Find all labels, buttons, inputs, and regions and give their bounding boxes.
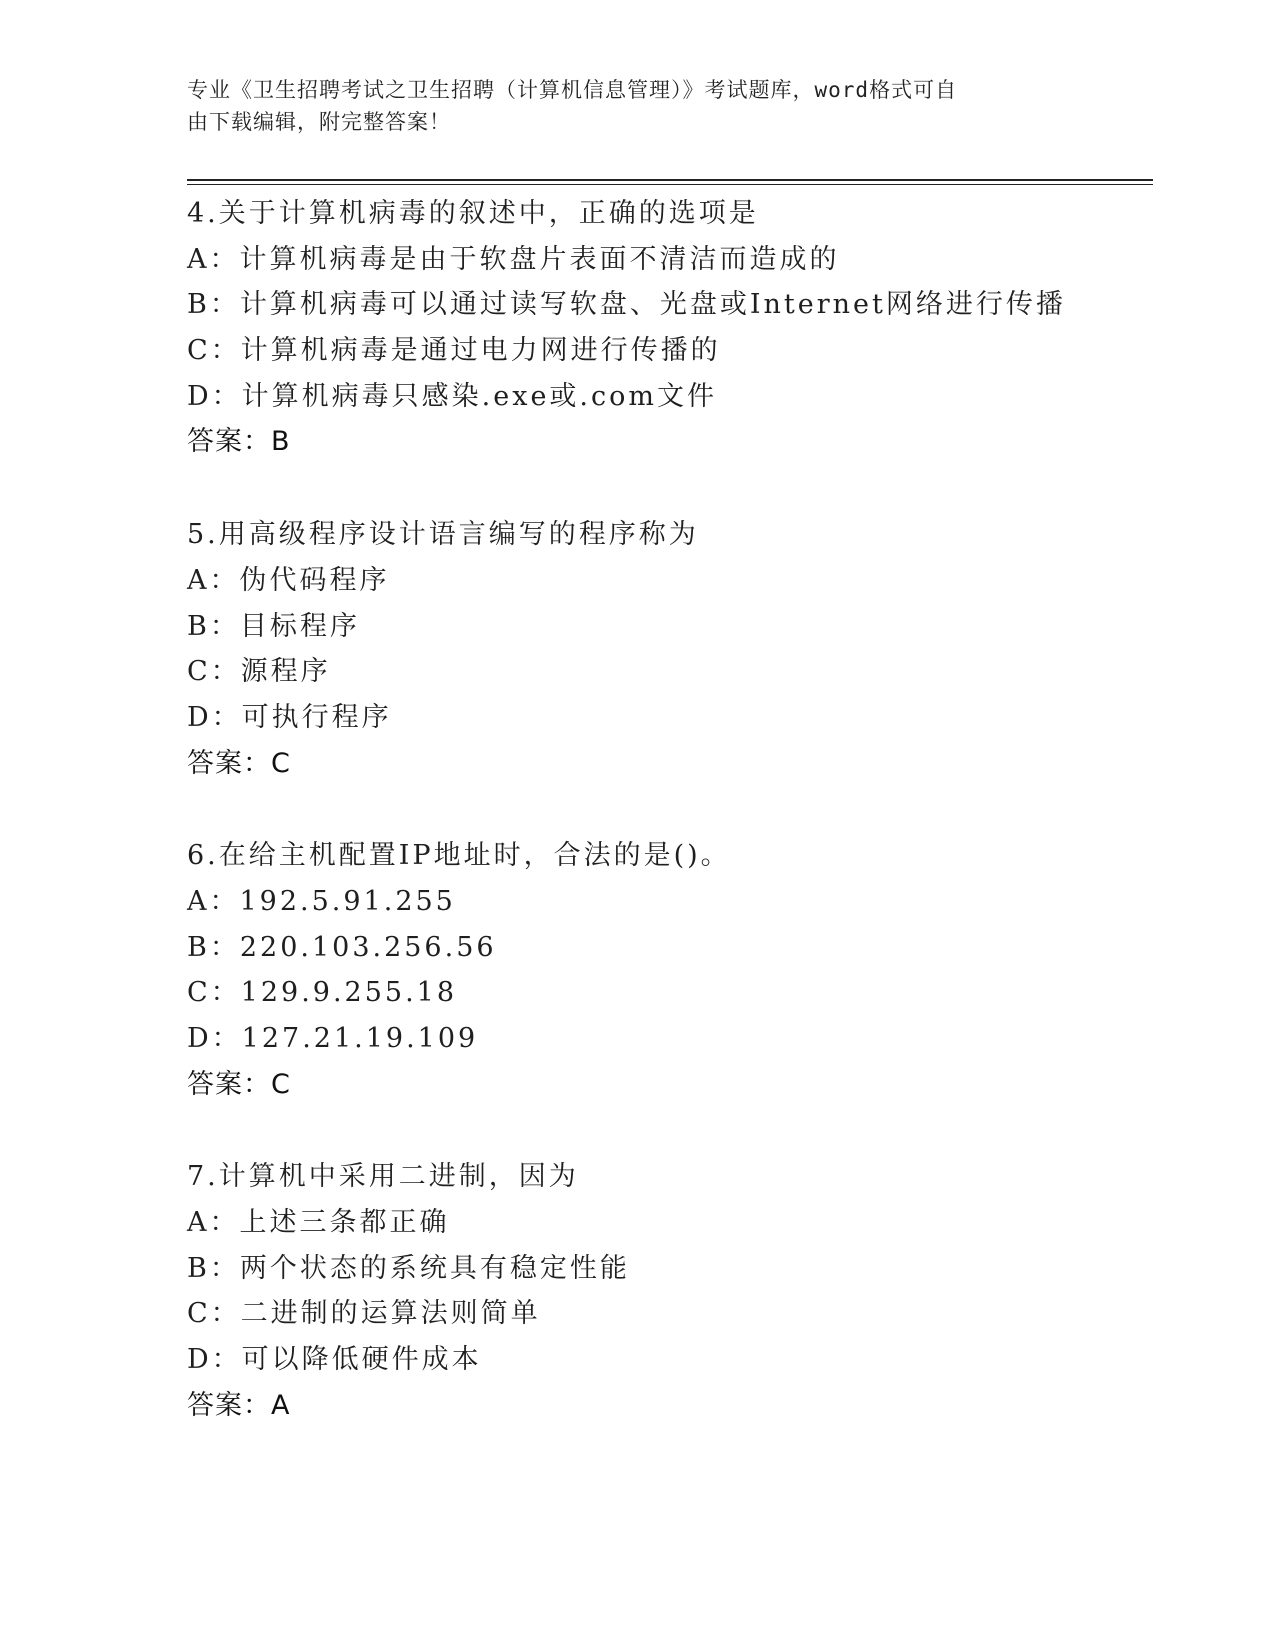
question-7 <box>187 1154 1147 1428</box>
option-key: A： <box>187 564 240 596</box>
question-list <box>187 191 1147 1476</box>
option-key: D： <box>187 380 242 412</box>
option-key: A： <box>187 243 240 275</box>
option-c <box>187 328 1147 374</box>
option-key: D： <box>187 1023 242 1054</box>
option-d <box>187 1016 1147 1062</box>
option-text: 计算机病毒可以通过读写软盘、光盘或Internet网络进行传播 <box>239 289 1066 321</box>
option-key: B： <box>187 289 240 321</box>
option-key: D： <box>187 701 242 733</box>
option-key: B： <box>187 931 240 963</box>
option-c <box>187 649 1147 695</box>
option-b <box>187 925 1147 971</box>
option-b <box>187 282 1147 328</box>
option-text: 可执行程序 <box>241 701 392 733</box>
option-key: A： <box>187 885 240 917</box>
option-d <box>187 695 1147 741</box>
option-text: 二进制的运算法则简单 <box>240 1298 541 1330</box>
option-a <box>187 558 1147 604</box>
option-a <box>187 879 1147 925</box>
option-text: 上述三条都正确 <box>239 1207 450 1239</box>
option-text: 伪代码程序 <box>239 564 390 596</box>
header-divider-thick <box>187 179 1153 181</box>
option-d <box>187 1337 1147 1383</box>
option-a <box>187 1200 1147 1246</box>
option-d <box>187 374 1147 420</box>
option-text: 192.5.91.255 <box>239 885 456 917</box>
option-text: 可以降低硬件成本 <box>241 1344 482 1376</box>
question-stem: 4.关于计算机病毒的叙述中，正确的选项是 <box>187 198 759 229</box>
option-text: 两个状态的系统具有稳定性能 <box>239 1252 630 1284</box>
question-stem: 7.计算机中采用二进制，因为 <box>187 1161 579 1193</box>
option-b <box>187 604 1147 650</box>
option-text: 220.103.256.56 <box>239 931 497 963</box>
option-b <box>187 1246 1147 1292</box>
answer: 答案：A <box>187 1389 291 1421</box>
document-header <box>187 74 1067 138</box>
option-key: D： <box>187 1344 242 1376</box>
option-a <box>187 237 1147 283</box>
option-text: 129.9.255.18 <box>240 977 458 1009</box>
option-key: C： <box>187 335 241 367</box>
option-text: 源程序 <box>240 656 331 688</box>
question-4 <box>187 191 1147 465</box>
question-stem: 5.用高级程序设计语言编写的程序称为 <box>187 519 699 551</box>
question-6 <box>187 833 1147 1107</box>
question-5 <box>187 512 1147 786</box>
question-stem: 6.在给主机配置IP地址时，合法的是()。 <box>187 840 731 872</box>
header-line-1: 专业《卫生招聘考试之卫生招聘（计算机信息管理）》考试题库，word格式可自 <box>187 78 958 102</box>
answer: 答案：C <box>187 747 291 779</box>
option-text: 计算机病毒是由于软盘片表面不清洁而造成的 <box>239 243 840 275</box>
option-key: B： <box>187 610 240 642</box>
answer: 答案：C <box>187 1068 291 1100</box>
option-c <box>187 970 1147 1016</box>
option-key: C： <box>187 977 241 1009</box>
option-key: C： <box>187 1298 241 1330</box>
option-c <box>187 1291 1147 1337</box>
answer: 答案：B <box>187 426 291 458</box>
header-line-2: 由下载编辑，附完整答案！ <box>187 110 451 134</box>
option-text: 计算机病毒是通过电力网进行传播的 <box>240 335 721 367</box>
option-text: 127.21.19.109 <box>241 1023 479 1054</box>
option-text: 目标程序 <box>239 610 360 642</box>
option-key: A： <box>187 1207 240 1239</box>
header-divider-thin <box>187 184 1153 185</box>
option-key: B： <box>187 1252 240 1284</box>
option-text: 计算机病毒只感染.exe或.com文件 <box>241 380 717 412</box>
option-key: C： <box>187 656 241 688</box>
